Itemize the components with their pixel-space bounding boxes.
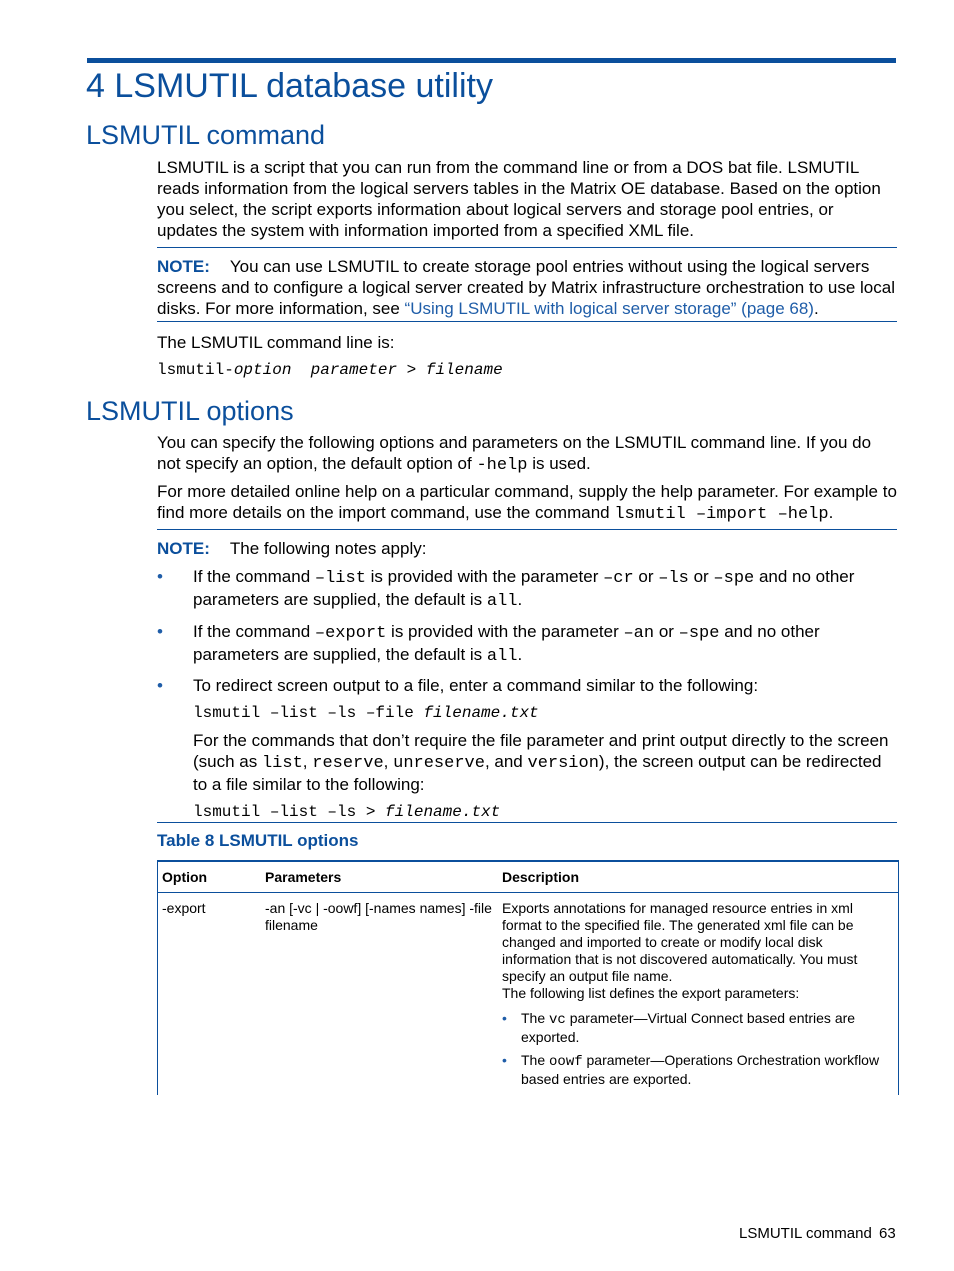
footer-section: LSMUTIL command	[739, 1225, 872, 1242]
bullet2-b: parameter—Operations Orchestration workflow based entries are exported.	[521, 1052, 880, 1087]
header-option: Option	[162, 869, 208, 885]
bullet-icon: •	[157, 622, 163, 641]
code1-b: filename.txt	[423, 704, 539, 722]
table-header	[158, 862, 898, 893]
options-para-2	[157, 481, 897, 525]
note-end: .	[813, 299, 819, 318]
header-description: Description	[502, 869, 580, 885]
note-label: NOTE:	[157, 539, 210, 558]
list-item	[157, 566, 897, 612]
b1-c5: all	[486, 592, 518, 611]
p1-code: -help	[476, 456, 528, 475]
list-item	[502, 1010, 894, 1046]
b1-t3: or	[633, 567, 659, 586]
cmd-file: filename	[425, 361, 503, 379]
note-label: NOTE:	[157, 257, 210, 276]
b1-c2: –cr	[603, 569, 634, 588]
command-intro-block	[157, 157, 897, 241]
b3-c1: list	[261, 754, 303, 773]
header-parameters: Parameters	[265, 869, 342, 885]
bullet-icon: •	[502, 1052, 507, 1068]
b1-t1: If the command	[193, 567, 315, 586]
bullet-icon: •	[502, 1010, 507, 1026]
note-rule	[157, 529, 897, 530]
notes-list	[157, 566, 897, 823]
list-item	[157, 675, 897, 823]
chapter-top-rule	[87, 58, 896, 63]
b3-t5: ), the screen output can be redirected to a file similar to the following:	[193, 752, 882, 794]
cmdline-intro-text: The LSMUTIL command line is:	[157, 333, 395, 352]
bullet1-a: The	[521, 1010, 550, 1026]
section-heading-options: LSMUTIL options	[86, 396, 294, 426]
b3-t2: ,	[302, 752, 313, 771]
code2-a: lsmutil –list –ls >	[193, 803, 386, 821]
b1-t5: and no other parameters are supplied, the default is	[193, 567, 855, 609]
cell-description	[502, 900, 894, 1094]
b3-t4: , and	[484, 752, 528, 771]
note-text: The following notes apply:	[229, 539, 427, 558]
b1-c3: –ls	[658, 569, 689, 588]
p2-code: lsmutil –import –help	[614, 505, 829, 524]
table-caption: Table 8 LSMUTIL options	[157, 831, 359, 850]
b2-t2: is provided with the parameter	[386, 622, 624, 641]
p1-b: is used.	[527, 454, 591, 473]
b2-c4: all	[486, 647, 518, 666]
b1-c4: –spe	[713, 569, 755, 588]
cmdline-intro	[157, 332, 897, 353]
export-params-list	[502, 1010, 894, 1088]
b2-t3: or	[654, 622, 679, 641]
code-example-1	[193, 703, 897, 724]
b3-t1: For the commands that don’t require the file parameter and print output directly to the screen (such as	[193, 731, 889, 771]
desc-main: Exports annotations for managed resource entries in xml format to the specified file. The generated xml file can be changed and imported to create or modify local disk information that is not discovered automatically. You must specify an output file name.	[502, 900, 858, 984]
options-para-1	[157, 432, 897, 476]
footer-page-number: 63	[879, 1225, 896, 1242]
b1-t2: is provided with the parameter	[365, 567, 604, 586]
bullet-icon: •	[157, 567, 163, 586]
b3-c2: reserve	[312, 754, 384, 773]
note-box-command	[157, 247, 897, 322]
section-heading-command: LSMUTIL command	[86, 120, 326, 150]
b1-c1: –list	[314, 569, 366, 588]
b2-t1: If the command	[193, 622, 315, 641]
command-intro-paragraph: LSMUTIL is a script that you can run from the command line or from a DOS bat file. LSMUTIL reads information from the logical servers tables in the Matrix OE database. Based on the option you select, the script exports information about logical servers and storage pool entries, or updates the system with information imported from a specified XML file.	[157, 158, 881, 240]
code2-b: filename.txt	[385, 803, 501, 821]
b1-t4: or	[688, 567, 714, 586]
cmdline-syntax	[157, 360, 897, 381]
cmd-gt: >	[406, 361, 417, 379]
cmd-param: parameter	[310, 361, 398, 379]
bullet2-a: The	[521, 1052, 550, 1068]
chapter-title: 4 LSMUTIL database utility	[86, 67, 493, 105]
b2-c2: –an	[623, 624, 655, 643]
bullet2-code: oowf	[549, 1054, 583, 1070]
bullet-icon: •	[157, 676, 163, 695]
b3-c3: unreserve	[393, 754, 485, 773]
b2-t4: and no other parameters are supplied, the default is	[193, 622, 820, 664]
cmd-prefix: lsmutil-	[157, 361, 234, 379]
page-link[interactable]: “Using LSMUTIL with logical server storage” (page 68)	[404, 299, 814, 318]
redirect-paragraph	[193, 730, 897, 795]
b2-c3: –spe	[678, 624, 720, 643]
bullet1-code: vc	[549, 1012, 566, 1028]
cell-parameters: -an [-vc | -oowf] [-names names] -file filename	[265, 900, 492, 933]
b3-c4: version	[527, 754, 599, 773]
bullet1-b: parameter—Virtual Connect based entries are exported.	[521, 1010, 856, 1045]
options-table	[157, 860, 899, 1095]
options-note	[157, 538, 897, 559]
cell-option: -export	[162, 900, 206, 916]
b2-c1: –export	[314, 624, 387, 643]
b3-text: To redirect screen output to a file, enter a command similar to the following:	[193, 676, 759, 695]
p1-a: You can specify the following options and parameters on the LSMUTIL command line. If you do not specify an option, the default option of	[157, 433, 872, 473]
b2-t5: .	[517, 645, 523, 664]
options-para-1-text	[157, 432, 897, 476]
b1-t6: .	[517, 590, 523, 609]
note-paragraph	[157, 256, 897, 319]
note-text: You can use LSMUTIL to create storage pool entries without using the logical servers screens and to configure a logical server created by Matrix infrastructure orchestration to use local disks. For more information, see	[157, 257, 895, 318]
b3-t3: ,	[383, 752, 394, 771]
p2-a: For more detailed online help on a particular command, supply the help parameter. For example to find more details on the import command, use the command	[157, 482, 897, 522]
desc-list-intro: The following list defines the export parameters:	[502, 985, 800, 1001]
cmd-option: option	[233, 361, 292, 379]
list-item	[502, 1052, 894, 1088]
code-example-2	[193, 802, 897, 823]
options-para-2-text	[157, 481, 897, 525]
caption-rule	[157, 822, 897, 823]
list-item	[157, 621, 897, 667]
p2-b: .	[828, 503, 834, 522]
code1-a: lsmutil –list –ls –file	[193, 704, 424, 722]
